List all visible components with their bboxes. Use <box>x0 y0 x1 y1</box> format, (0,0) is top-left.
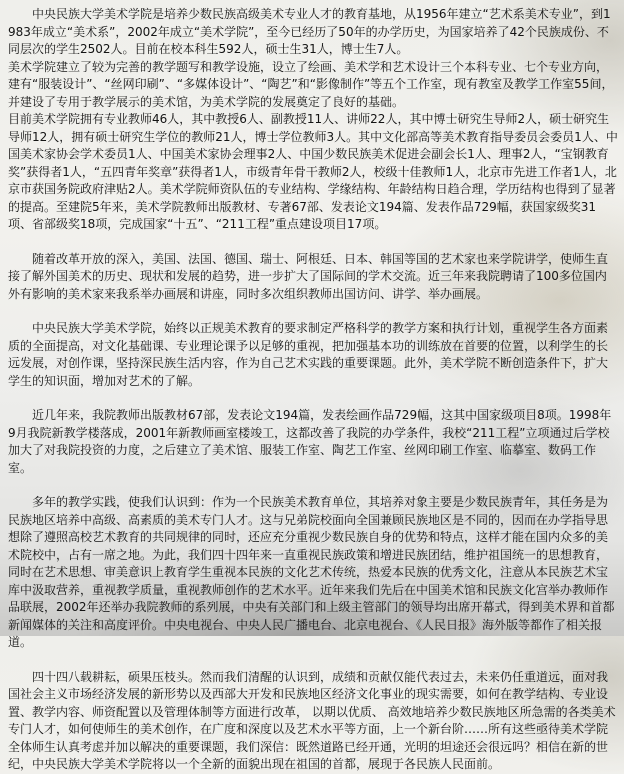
paragraph-recent-achievements: 近几年来，我院教师出版教材67部，发表论文194篇，发表绘画作品729幅，这其中国家级项目8项。1998年9月我院新教学楼落成，2001年新教师画室楼竣工，这都改善了我院的办学条件，我校“211工程”立项通过后学校加大了对我院投资的力度，之后建立了美术馆、服装工作室、陶艺工作室、丝网印刷工作室、临摹室、数码工作室。 <box>8 408 612 475</box>
paragraph-faculty: 目前美术学院拥有专业教师46人，其中教授6人、副教授11人、讲师22人，其中博士研究生导师2人，硕士研究生导师12人，拥有硕士研究生学位的教师21人，博士学位教师3人。其中文化部高等美术教育指导委员会委员1人、中国美术家协会学术委员1人、中国美术家协会理事2人、中国少数民族美术促进会副会长1人、理事2人，“宝钢教育奖”获得者1人，“五四青年奖章”获得者1人，市级青年骨干教师2人，校级十佳教师1人，北京市先进工作者1人，北京市获国务院政府津贴2人。美术学院师资队伍的专业结构、学缘结构、年龄结构日趋合理，学历结构也得到了显著的提高。至建院5年来，美术学院教师出版教材、专著67部、发表论文194篇、发表作品729幅，获国家级奖31项、省部级奖18项，完成国家“十五”、“211工程”重点建设项目17项。 <box>8 112 618 231</box>
paragraph-spacer <box>8 390 618 407</box>
paragraph-intro-history: 中央民族大学美术学院是培养少数民族高级美术专业人才的教育基地，从1956年建立“艺术系美术专业”，到1983年成立“美术系”，2002年成立“美术学院”，至今已经历了50年的办学历史，为国家培养了42个民族成份、不同层次的学生2502人。目前在校本科生592人，硕士生31人，博士生7人。 <box>8 7 611 56</box>
paragraph-future-outlook: 四十四八载耕耘，硕果压枝头。然而我们清醒的认识到，成绩和贡献仅能代表过去，未来仍任重道远，面对我国社会主义市场经济发展的新形势以及西部大开发和民族地区经济文化事业的现实需要，如何在教学结构、专业设置、教学内容、师资配置以及管理体制等方面进行改革， 以期以优质、 高效地培养少数民族地区所急需的各类美术专门人才，如何使师生的美术创作，在广度和深度以及艺术水平等方面，上一个新台阶……所有这些亟待美术学院全体师生认真考虑并加以解决的重要课题，我们深信：既然道路已经开通，光明的坦途还会很远吗？相信在新的世纪，中央民族大学美术学院将以一个全新的面貌出现在祖国的首都，展现于各民族人民面前。 <box>8 669 616 771</box>
paragraph-spacer <box>8 477 618 494</box>
paragraph-facilities: 美术学院建立了较为完善的教学题写和教学设施，设立了绘画、美术学和艺术设计三个本科专业、七个专业方向，建有“服装设计”、“丝网印刷”、“多媒体设计”、“陶艺”和“影像制作”等五个工作室，现有教室及教学工作室55间，并建设了专用于教学展示的美术馆，为美术学院的发展奠定了良好的基础。 <box>8 59 614 109</box>
article-body <box>8 6 618 774</box>
paragraph-spacer <box>8 303 618 320</box>
paragraph-spacer <box>8 652 618 669</box>
paragraph-spacer <box>8 234 618 251</box>
paragraph-teaching-practice: 多年的教学实践，使我们认识到：作为一个民族美术教育单位，其培养对象主要是少数民族青年，其任务是为民族地区培养中高级、高素质的美术专门人才。这与兄弟院校面向全国兼顾民族地区是不同的，因而在办学指导思想除了遵照高校艺术教育的共同规律的同时，还应充分重视少数民族自身的优势和特点，这样才能在国内众多的美术院校中，占有一席之地。为此，我们四十四年来一直重视民族政策和增进民族团结，维护祖国统一的思想教育，同时在艺术思想、审美意识上教育学生重视本民族的文化艺术传统，热爱本民族的优秀文化，注意从本民族艺术宝库中汲取营养，重视教学质量，重视教师创作的艺术水平。近年来我们先后在中国美术馆和民族文化宫举办教师作品联展，2002年还举办我院教师的系列展，中央有关部门和上级主管部门的领导均出席开幕式，得到美术界和首都新闻媒体的关注和高度评价。中央电视台、中央人民广播电台、北京电视台、《人民日报》海外版等都作了相关报道。 <box>8 495 615 649</box>
paragraph-teaching-program: 中央民族大学美术学院，始终以正规美术教育的要求制定严格科学的教学方案和执行计划，重视学生各方面素质的全面提高，对文化基础课、专业理论课予以足够的重视，把加强基本功的训练放在首要的位置，以利学生的长远发展，对创作课，坚持深民族生活内容，作为自己艺术实践的重要课题。此外，美术学院不断创造条件下，扩大学生的知识面，增加对艺术的了解。 <box>8 321 609 388</box>
paragraph-international-exchange: 随着改革开放的深入，美国、法国、德国、瑞士、阿根廷、日本、韩国等国的艺术家也来学院讲学，使师生直接了解外国美术的历史、现状和发展的趋势，进一步扩大了国际间的学术交流。近三年来我院聘请了100多位国内外有影响的美术家来我系举办画展和讲座，同时多次组织教师出国访问、讲学、举办画展。 <box>8 251 609 301</box>
